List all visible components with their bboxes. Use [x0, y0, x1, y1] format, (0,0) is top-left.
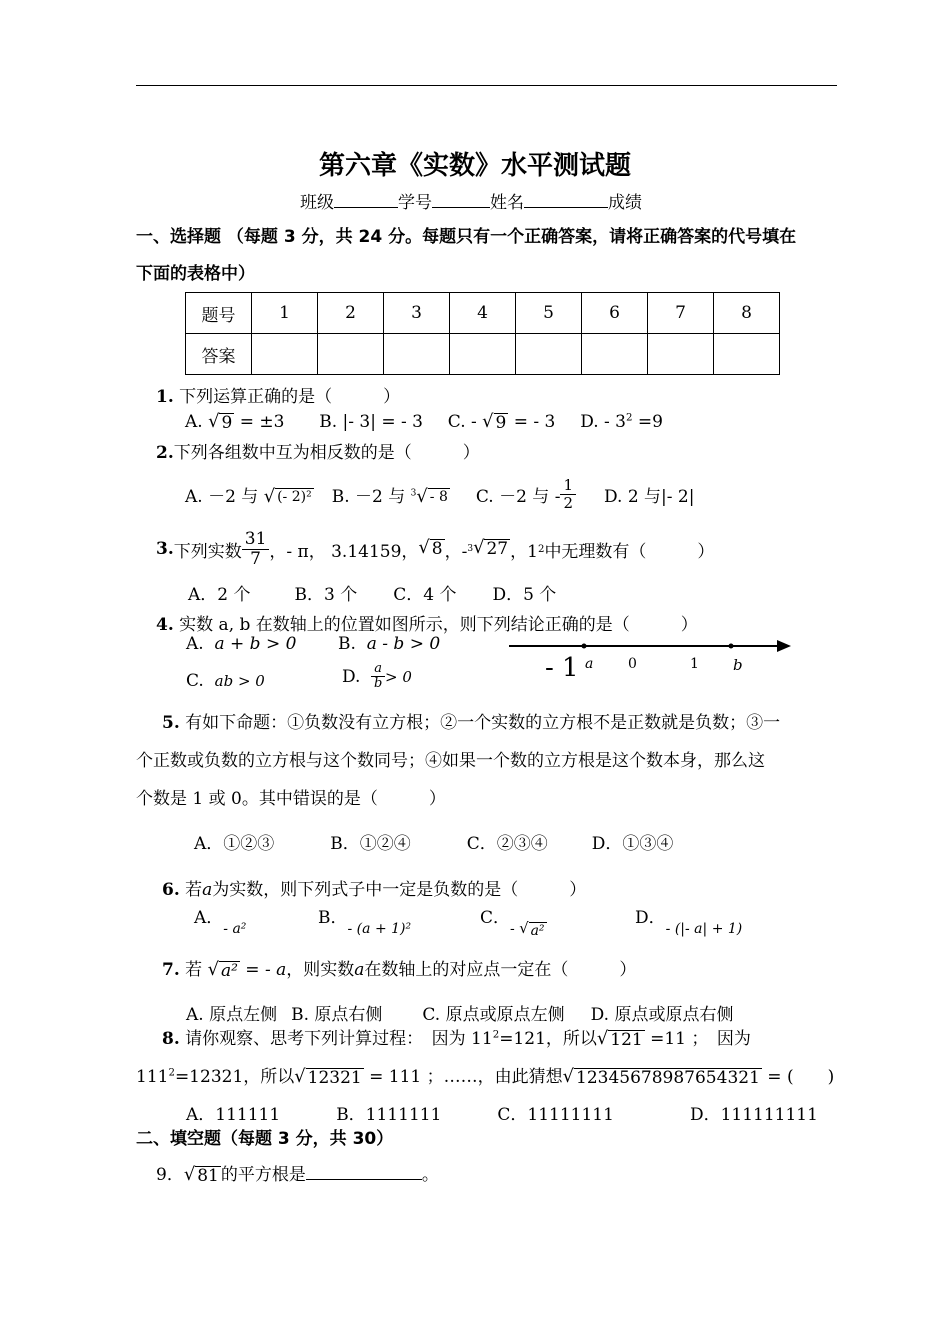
table-number-cell: 4 — [450, 293, 516, 334]
option-b[interactable]: B. －2 与 $^3$ √ - 8 — [331, 485, 448, 507]
table-number-cell: 6 — [582, 293, 648, 334]
question-number: 9． — [156, 1165, 184, 1185]
class-blank[interactable] — [334, 191, 398, 208]
option-c[interactable]: C. - √ 9 = - 3 — [447, 411, 556, 433]
table-label-number: 题号 — [186, 293, 252, 334]
student-info-line — [300, 188, 642, 213]
option-a[interactable]: A. －2 与 √ (- 2)² — [185, 485, 312, 507]
question-number: 8. — [162, 1029, 180, 1049]
question-8-options — [186, 1100, 818, 1125]
table-row-numbers — [186, 293, 780, 334]
option-c[interactable]: C. －2 与 - $\frac{1}{2}$ — [476, 477, 576, 511]
question-5-line2: 个正数或负数的立方根与这个数同号；④如果一个数的立方根是这个数本身，那么这 — [136, 751, 765, 771]
table-number-cell: 8 — [714, 293, 780, 334]
label-one: 1 — [690, 656, 699, 672]
answer-cell[interactable] — [516, 334, 582, 375]
question-5-options — [194, 829, 673, 854]
question-6-option-b[interactable]: B．$_{- (a + 1)^2}$ — [318, 908, 412, 937]
question-number: 1. — [156, 387, 174, 407]
label-b: b — [733, 656, 743, 674]
question-6-option-a[interactable]: A．$_{- a^2}$ — [194, 908, 247, 937]
question-5-line3: 个数是 1 或 0。其中错误的是（ ） — [136, 789, 446, 809]
option-b[interactable]: B. |- 3| = - 3 — [319, 412, 423, 432]
answer-cell[interactable] — [384, 334, 450, 375]
option-a[interactable]: A．111111 — [186, 1105, 281, 1125]
option-b[interactable]: B．①②④ — [330, 834, 411, 854]
table-number-cell: 7 — [648, 293, 714, 334]
question-1-stem — [156, 382, 400, 407]
option-d[interactable]: D. 原点或原点右侧 — [590, 1005, 734, 1025]
number-label: 学号 — [398, 193, 432, 213]
number-line-arrow-icon — [777, 640, 791, 652]
question-8-line2: $111^2=12321$，所以 √ 12321 = 111 ；……，由此猜想 √ 12345678987654321 = ( ) — [136, 1066, 835, 1088]
section2-header: 二、填空题（每题 3 分，共 30） — [136, 1129, 394, 1149]
name-label: 姓名 — [490, 193, 524, 213]
question-number: 6. — [162, 880, 180, 900]
question-6-option-d[interactable]: D．$_{- (|- a| + 1)}$ — [635, 908, 743, 937]
question-7-options — [186, 1000, 733, 1025]
question-1-options — [185, 412, 663, 434]
label-a: a — [585, 656, 594, 672]
question-number: 5. — [162, 713, 180, 733]
question-4-option-a[interactable]: A. a + b > 0 — [186, 634, 297, 654]
question-9: 9． √ 81 的平方根是 。 — [156, 1164, 439, 1186]
answer-cell[interactable] — [648, 334, 714, 375]
question-4-option-b[interactable]: B. a - b > 0 — [338, 634, 441, 654]
option-d[interactable]: D．①③④ — [591, 834, 674, 854]
option-a[interactable]: A．2 个 — [188, 585, 251, 605]
question-2-stem — [156, 438, 480, 463]
option-a[interactable]: A. 原点左侧 — [186, 1005, 278, 1025]
question-6-option-c[interactable]: C．$_{- √ a^2}$ — [480, 908, 545, 939]
answer-cell[interactable] — [714, 334, 780, 375]
question-text: 下列各组数中互为相反数的是（ ） — [173, 443, 480, 463]
option-b[interactable]: B．1111111 — [336, 1105, 442, 1125]
header-rule — [136, 85, 837, 86]
question-7-stem: 7. 若 √ a² = - a，则实数a在数轴上的对应点一定在（ ） — [162, 959, 637, 981]
question-5-line1: 5. 有如下命题：①负数没有立方根；②一个实数的立方根不是正数就是负数；③一 — [162, 713, 781, 733]
option-a[interactable]: A．①②③ — [194, 834, 275, 854]
question-number: 4. — [156, 615, 174, 635]
question-text: 实数 a, b 在数轴上的位置如图所示，则下列结论正确的是（ ） — [179, 615, 698, 635]
option-b[interactable]: B. 原点右侧 — [291, 1005, 383, 1025]
answer-cell[interactable] — [252, 334, 318, 375]
number-line-figure — [505, 632, 795, 684]
name-blank[interactable] — [524, 191, 608, 208]
table-number-cell: 1 — [252, 293, 318, 334]
question-number: 2. — [156, 443, 174, 463]
option-d[interactable]: D. - $3^2 =9$ — [580, 412, 663, 432]
table-number-cell: 2 — [318, 293, 384, 334]
question-6-stem: 6. 若a为实数，则下列式子中一定是负数的是（ ） — [162, 880, 587, 900]
question-3-stem: 3. 下列实数 $\frac{31}{7}$ ，- π， 3.14159， √ 8 ，- 3 √ 27 ，1 2 中无理数有（ ） — [156, 529, 715, 569]
page-title: 第六章《实数》水平测试题 — [318, 151, 631, 181]
answer-table — [185, 292, 780, 375]
question-3-options — [188, 580, 556, 605]
table-row-answers — [186, 334, 780, 375]
option-c[interactable]: C．11111111 — [497, 1105, 614, 1125]
answer-cell[interactable] — [318, 334, 384, 375]
number-blank[interactable] — [432, 191, 490, 208]
table-label-answer: 答案 — [186, 334, 252, 375]
option-c[interactable]: C．4 个 — [393, 585, 457, 605]
answer-blank[interactable] — [306, 1163, 422, 1180]
answer-cell[interactable] — [582, 334, 648, 375]
question-4-option-d[interactable]: D. $\frac{a}{b}$ > 0 — [342, 661, 412, 692]
section1-header-line1: 一、选择题 （每题 3 分，共 24 分。每题只有一个正确答案，请将正确答案的代号填在 — [136, 227, 797, 247]
option-c[interactable]: C．②③④ — [466, 834, 548, 854]
point-b-marker — [729, 644, 734, 649]
option-c[interactable]: C. 原点或原点左侧 — [422, 1005, 565, 1025]
class-label: 班级 — [300, 193, 334, 213]
table-number-cell: 5 — [516, 293, 582, 334]
label-minus-one: - 1 — [545, 653, 579, 683]
table-number-cell: 3 — [384, 293, 450, 334]
question-8-line1: 8. 请你观察、思考下列计算过程： 因为 $11^2=121$，所以 √ 121 =11 ； 因为 — [162, 1028, 751, 1050]
question-text: 下列运算正确的是（ ） — [179, 387, 401, 407]
question-number: 7. — [162, 960, 180, 980]
option-d[interactable]: D．111111111 — [689, 1105, 818, 1125]
option-d[interactable]: D．5 个 — [492, 585, 557, 605]
question-4-option-c[interactable]: C. ab > 0 — [186, 671, 265, 691]
score-label: 成绩 — [608, 193, 642, 213]
option-d[interactable]: D. 2 与|- 2| — [603, 486, 695, 507]
label-zero: 0 — [628, 656, 637, 672]
question-number: 3. — [156, 539, 174, 560]
point-a-marker — [582, 644, 587, 649]
option-a[interactable]: A. √ 9 = ±3 — [185, 411, 285, 433]
question-2-options — [185, 477, 694, 511]
option-b[interactable]: B．3 个 — [294, 585, 358, 605]
answer-cell[interactable] — [450, 334, 516, 375]
fraction-31-7: $\frac{31}{7}$ — [242, 530, 270, 568]
section1-header-line2: 下面的表格中） — [136, 264, 255, 284]
